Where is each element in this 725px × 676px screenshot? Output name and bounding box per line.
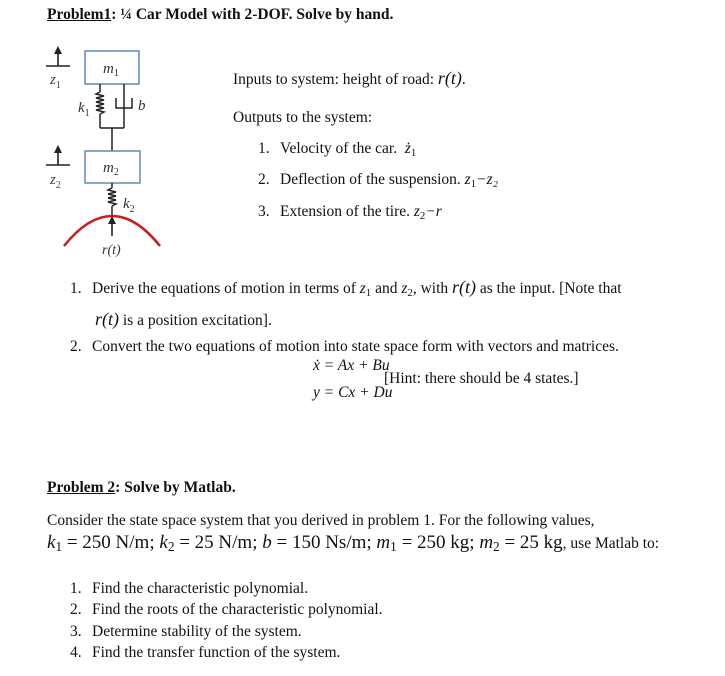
z1-arrow-icon bbox=[46, 46, 70, 66]
p2-task bbox=[70, 623, 302, 641]
p1-task-1 bbox=[70, 277, 622, 299]
z2-arrow-icon bbox=[46, 145, 70, 165]
inputs-text: Inputs to system: height of road: bbox=[233, 71, 438, 88]
inputs-math: r(t) bbox=[437, 68, 462, 88]
p2-task bbox=[70, 580, 308, 598]
task-number: 1. bbox=[70, 280, 82, 297]
problem2-title: : Solve by Matlab. bbox=[115, 479, 236, 496]
math-sub: 1 bbox=[365, 287, 372, 299]
quarter-car-diagram bbox=[30, 40, 210, 260]
param-symbol: k bbox=[47, 532, 56, 553]
problem1-heading bbox=[47, 6, 393, 24]
outputs-heading: Outputs to the system: bbox=[233, 109, 373, 126]
parameter-values bbox=[47, 532, 659, 555]
param-sub: 2 bbox=[493, 539, 500, 554]
p2-task bbox=[70, 601, 383, 619]
damper-icon bbox=[116, 84, 132, 128]
task-text: Convert the two equations of motion into state space form with vectors and matrices. bbox=[92, 338, 619, 355]
output-math: z bbox=[464, 171, 471, 188]
k2-label: $k_2$ bbox=[123, 196, 135, 215]
damper-label: b bbox=[138, 98, 146, 114]
output-sub: 1 bbox=[410, 147, 417, 159]
param-value: = 25 N/m; bbox=[174, 532, 258, 553]
problem1-title: : ¼ Car Model with 2-DOF. Solve by hand. bbox=[111, 6, 394, 23]
param-sub: 2 bbox=[167, 539, 175, 554]
z1-label: $z_1$ bbox=[50, 72, 61, 91]
param-sub: 1 bbox=[55, 539, 63, 554]
output-tail: −r bbox=[425, 203, 442, 220]
k1-label: $k_1$ bbox=[78, 100, 90, 119]
output-math: z bbox=[413, 203, 420, 220]
output-text: Deflection of the suspension. bbox=[280, 171, 461, 188]
task-number: 1. bbox=[70, 580, 82, 597]
task-text: is a position excitation]. bbox=[119, 312, 272, 329]
z2-label: $z_2$ bbox=[50, 172, 61, 191]
output-text: Extension of the tire. bbox=[280, 203, 410, 220]
param-value: = 250 kg; bbox=[396, 532, 475, 553]
task-number: 3. bbox=[70, 623, 82, 640]
spring-k1-icon bbox=[96, 84, 104, 128]
p1-task-2 bbox=[70, 338, 619, 356]
math-z2: z bbox=[401, 280, 408, 297]
mass2-label: $m_2$ bbox=[103, 160, 119, 178]
road-input-arrow-icon bbox=[108, 216, 116, 236]
math-z1: z bbox=[359, 280, 366, 297]
spring-k2-icon bbox=[108, 183, 116, 215]
task-text: , with bbox=[412, 280, 453, 297]
param-value: = 150 Ns/m; bbox=[271, 532, 372, 553]
output-sub: 1 bbox=[470, 178, 477, 190]
task-number: 4. bbox=[70, 644, 82, 661]
task-text: and bbox=[371, 280, 402, 297]
p1-task-1-cont bbox=[95, 309, 272, 330]
output-number: 1. bbox=[258, 140, 270, 157]
diagram-svg bbox=[30, 40, 210, 260]
param-symbol: m bbox=[376, 532, 391, 553]
task-number: 2. bbox=[70, 338, 82, 355]
task-text: as the input. [Note that bbox=[476, 280, 622, 297]
task-text: Find the roots of the characteristic polynomial. bbox=[92, 601, 383, 618]
param-symbol: m bbox=[479, 532, 494, 553]
math-rt: r(t) bbox=[452, 277, 477, 297]
param-value: = 25 kg bbox=[499, 532, 563, 553]
task-text: Find the transfer function of the system. bbox=[92, 644, 341, 661]
output-item bbox=[258, 203, 442, 222]
output-number: 2. bbox=[258, 171, 270, 188]
state-equation-2: y = Cx + Du bbox=[313, 384, 393, 401]
inputs-period: . bbox=[461, 71, 466, 88]
road-label: r(t) bbox=[102, 243, 121, 258]
values-tail: , use Matlab to: bbox=[562, 535, 660, 552]
output-item bbox=[258, 171, 498, 190]
param-value: = 250 N/m; bbox=[62, 532, 155, 553]
output-sub: 2 bbox=[419, 210, 426, 222]
output-text: Velocity of the car. bbox=[280, 140, 398, 157]
task-number: 2. bbox=[70, 601, 82, 618]
connector-bar bbox=[100, 128, 124, 151]
task-text: Find the characteristic polynomial. bbox=[92, 580, 309, 597]
task-text: Determine stability of the system. bbox=[92, 623, 302, 640]
math-sub: 2 bbox=[407, 287, 413, 299]
output-tail: −z₂ bbox=[476, 171, 499, 188]
problem2-intro: Consider the state space system that you derived in problem 1. For the following values, bbox=[47, 512, 595, 529]
mass1-label: $m_1$ bbox=[103, 61, 119, 79]
p2-task bbox=[70, 644, 340, 662]
output-math: ż bbox=[404, 140, 411, 157]
problem1-label: Problem1 bbox=[47, 6, 112, 23]
task-text: Derive the equations of motion in terms of bbox=[92, 280, 360, 297]
math-rt: r(t) bbox=[95, 309, 119, 329]
hint-text: [Hint: there should be 4 states.] bbox=[384, 370, 579, 387]
output-number: 3. bbox=[258, 203, 270, 220]
param-symbol: b bbox=[262, 532, 272, 553]
problem2-heading bbox=[47, 479, 236, 497]
output-item bbox=[258, 140, 416, 159]
problem2-label: Problem 2 bbox=[47, 479, 116, 496]
param-sub: 1 bbox=[390, 539, 397, 554]
state-equation-1: ẋ = Ax + Bu bbox=[313, 357, 390, 374]
param-symbol: k bbox=[159, 532, 168, 553]
inputs-line bbox=[233, 68, 466, 89]
